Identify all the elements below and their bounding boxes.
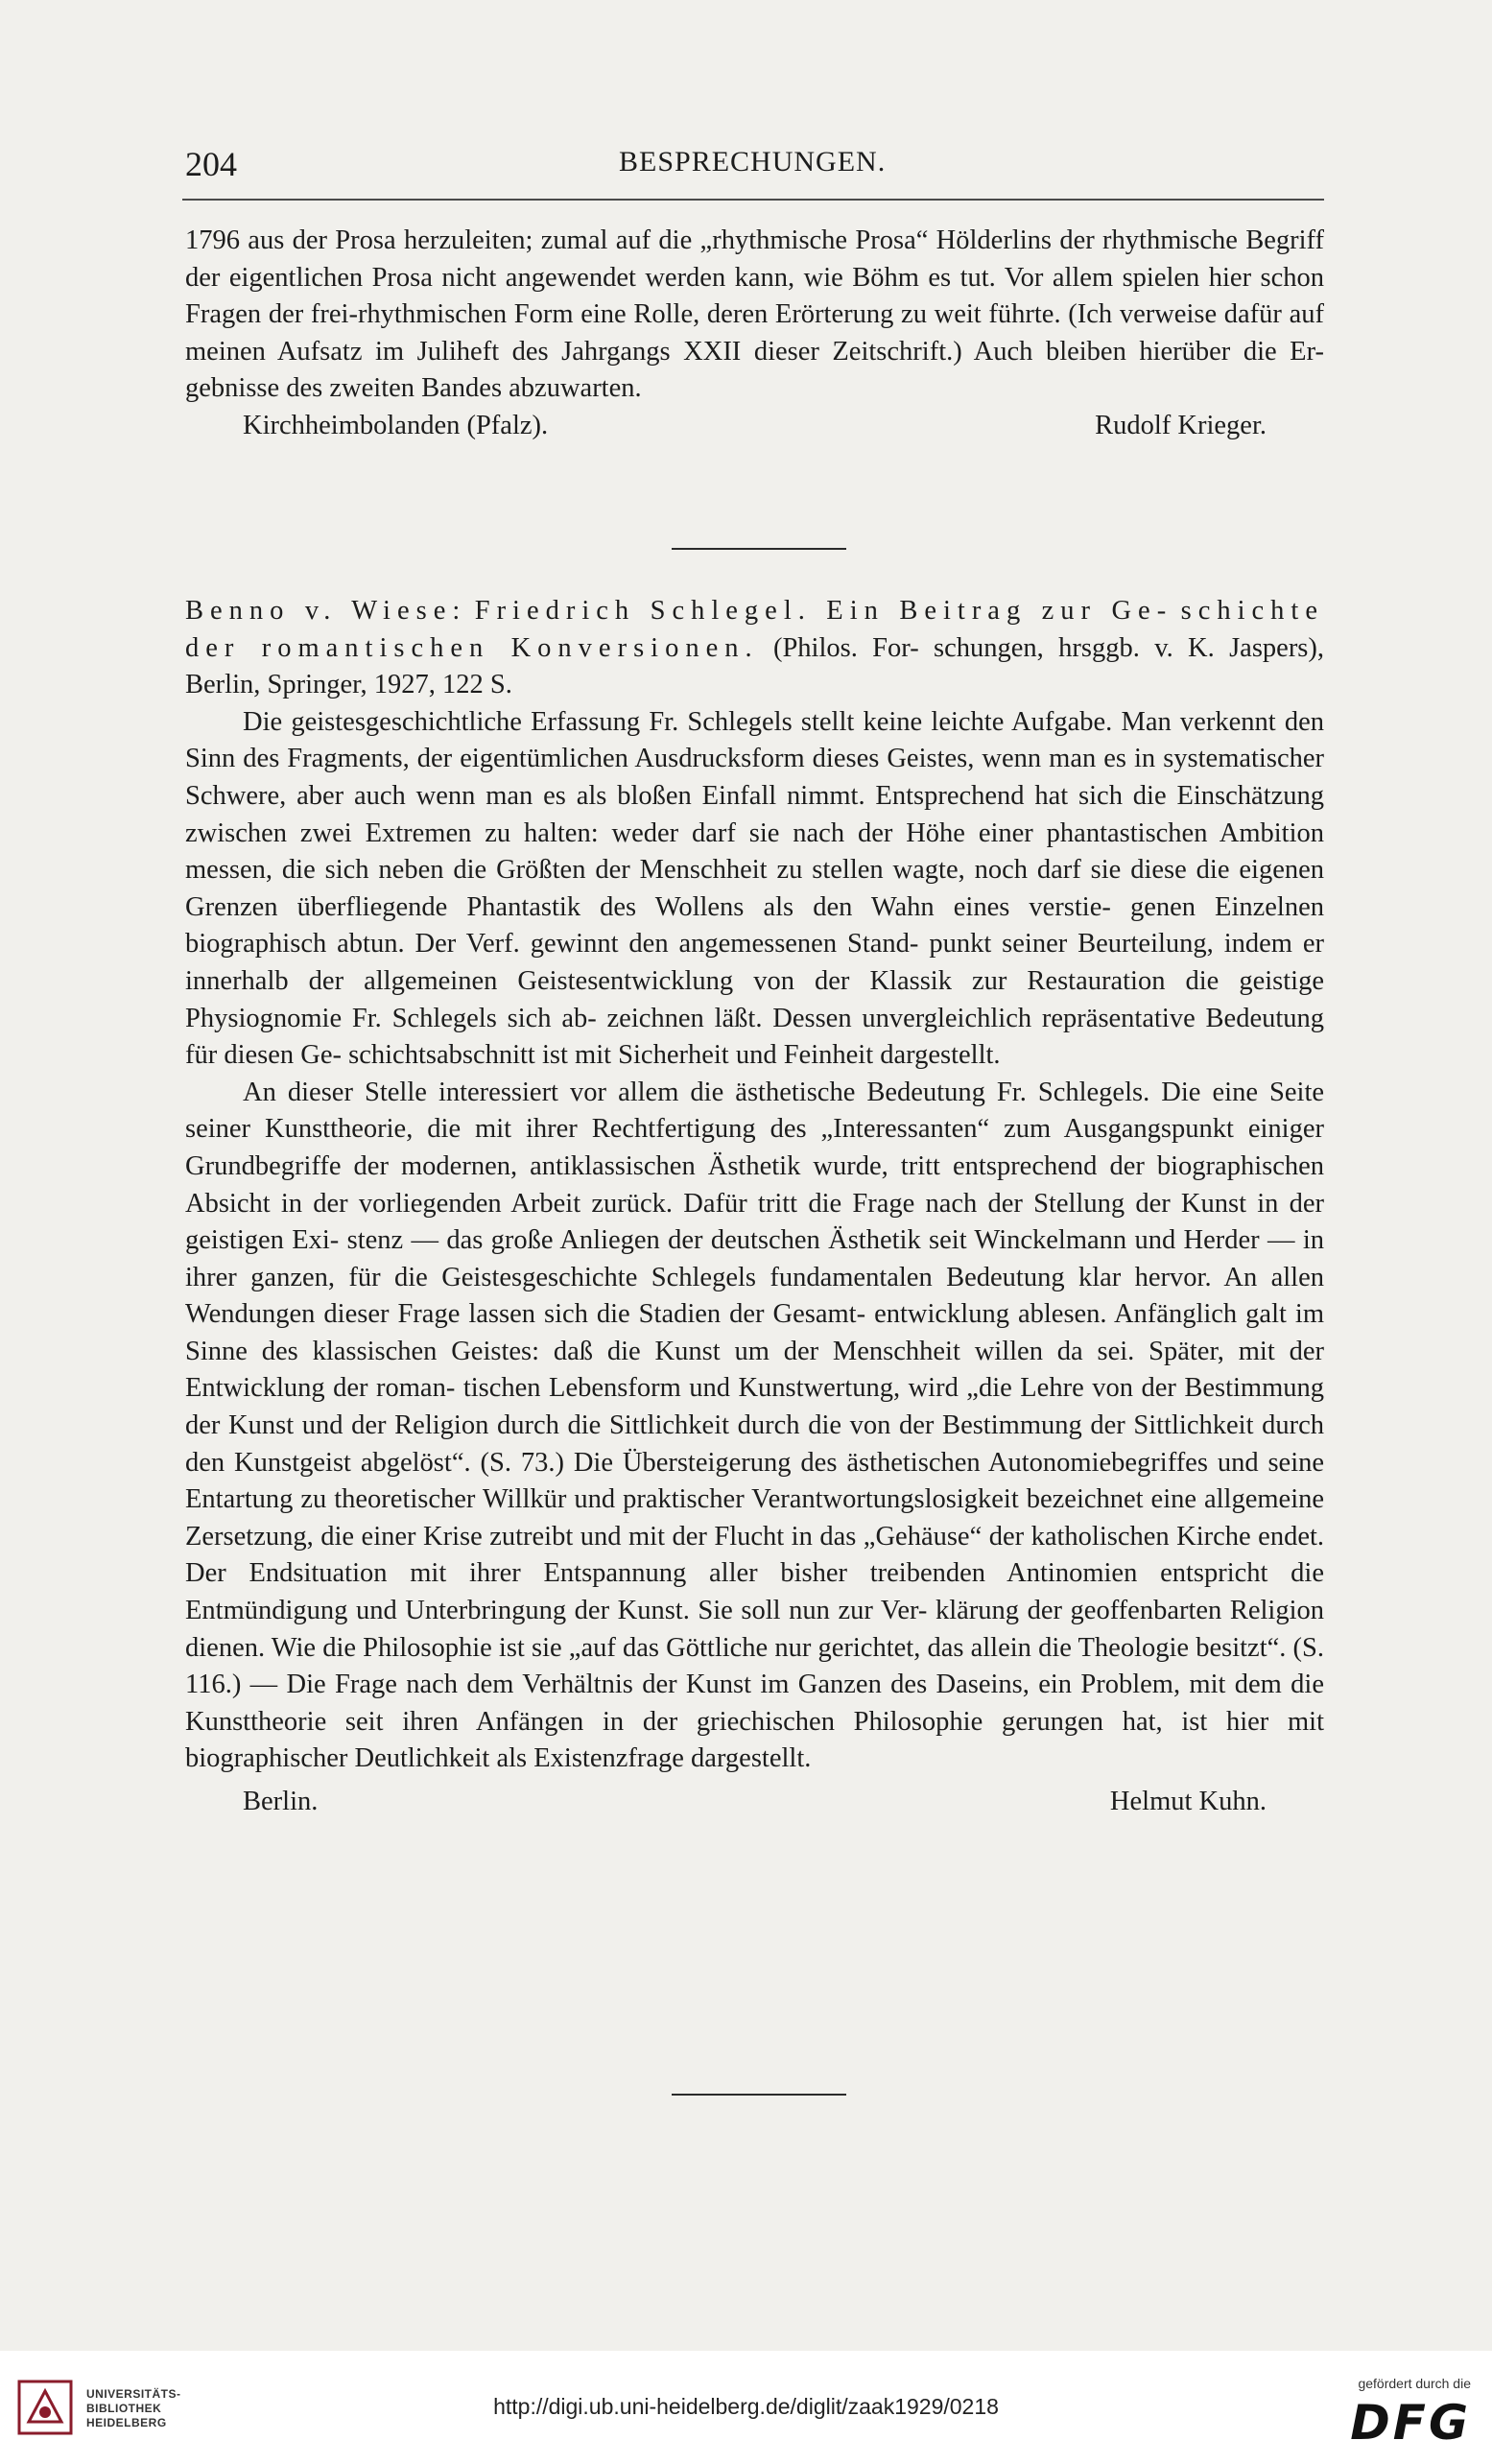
text-line: Sittlichkeit durch den Kunstgeist abgelöst“. (S. 73.) Die Übersteigerung des: [185, 1410, 1325, 1478]
text-line: Böhm es tut. Vor allem spielen hier schon Fragen der frei-rhythmischen Form: [185, 262, 1325, 330]
text-line: klärung der geoffenbarten Religion dienen. Wie die Philosophie ist sie „auf das: [185, 1596, 1325, 1663]
text-line: tischen Lebensform und Kunstwertung, wird „die Lehre von der Bestimmung der: [185, 1373, 1324, 1441]
text-line: gebnisse des zweiten Bandes abzuwarten.: [185, 373, 642, 404]
text-line: punkt seiner Beurteilung, indem er innerhalb der allgemeinen Geistesentwicklung: [185, 929, 1324, 996]
text-line: zeichnen läßt. Dessen unvergleichlich repräsentative Bedeutung für diesen Ge-: [185, 1003, 1325, 1071]
citation-publication: schungen, hrsggb. v. K. Jaspers), Berlin, Springer, 1927, 122 S.: [185, 632, 1325, 700]
funder-note: gefördert durch die: [1358, 2376, 1471, 2391]
text-line: Die eine Seite seiner Kunsttheorie, die mit ihrer Rechtfertigung des „Interessanten“: [185, 1077, 1325, 1145]
text-line: wurde, tritt entsprechend der biographischen Absicht in der vorliegenden Arbeit: [185, 1150, 1325, 1219]
text-line: von der Klassik zur Restauration die geistige Physiognomie Fr. Schlegels sich ab-: [185, 965, 1324, 1033]
signature-author: Helmut Kuhn.: [1109, 1787, 1267, 1816]
text-line: rhythmische Begriff der eigentlichen Prosa nicht angewendet werden kann, wie: [185, 225, 1325, 293]
text-line: klar hervor. An allen Wendungen dieser Frage lassen sich die Stadien der Gesamt-: [185, 1262, 1325, 1330]
text-line: im Juliheft des Jahrgangs XXII dieser Zeitschrift.) Auch bleiben hierüber die Er-: [375, 336, 1324, 367]
text-line: hier mit biographischer Deutlichkeit als Existenzfrage dargestellt.: [185, 1706, 1324, 1774]
text-line: praktischer Verantwortungslosigkeit bezeichnet eine allgemeine Zersetzung, die: [185, 1484, 1325, 1552]
text-line: An dieser Stelle interessiert vor allem die ästhetische Bedeutung Fr. Schlegels.: [243, 1077, 1150, 1107]
text-line: Göttliche nur gerichtet, das allein die Theologie besitzt“. (S. 116.) — Die Frage: [185, 1632, 1325, 1700]
text-line: zu halten: weder darf sie nach der Höhe einer phantastischen Ambition messen, die: [185, 817, 1325, 886]
citation: [185, 593, 1324, 704]
text-line: schichtsabschnitt ist mit Sicherheit und Feinheit dargestellt.: [348, 1040, 1001, 1071]
running-title: BESPRECHUNGEN.: [619, 146, 887, 178]
page-number: 204: [185, 145, 237, 183]
text-line: zurück. Dafür tritt die Frage nach der Stellung der Kunst in der geistigen Exi-: [185, 1188, 1325, 1256]
text-line: Man verkennt den Sinn des Fragments, der eigentümlichen Ausdrucksform dieses: [185, 706, 1325, 774]
text-line: eine Rolle, deren Erörterung zu weit führte. (Ich verweise dafür auf meinen Aufsatz: [185, 299, 1324, 367]
viewer-footer: [0, 2351, 1492, 2464]
text-line: entwicklung ablesen. Anfänglich galt im Sinne des klassischen Geistes: daß die: [185, 1299, 1324, 1366]
text-line: sich neben die Größten der Menschheit zu stellen wagte, noch darf sie diese die: [324, 855, 1230, 886]
signature-place: Kirchheimbolanden (Pfalz).: [243, 410, 549, 440]
text-line: — in ihrer ganzen, für die Geistesgeschichte Schlegels fundamentalen Bedeutung: [185, 1225, 1325, 1292]
citation-series: (Philos. For-: [772, 632, 919, 663]
text-line: Geistes, wenn man es in systematischer Schwere, aber auch wenn man es als bloßen: [185, 744, 1324, 811]
text-line: Kunsttheorie seit ihren Anfängen in der griechischen Philosophie gerungen hat, ist: [185, 1706, 1208, 1737]
text-line: nach dem Verhältnis der Kunst im Ganzen des Daseins, ein Problem, mit dem die: [406, 1670, 1324, 1700]
dfg-logo: DFG: [1350, 2395, 1471, 2451]
citation-title: Friedrich Schlegel. Ein Beitrag zur Ge-: [474, 596, 1173, 626]
text-line: Einfall nimmt. Entsprechend hat sich die Einschätzung zwischen zwei Extremen: [185, 780, 1325, 848]
review-1-signature: [185, 408, 1324, 444]
library-name-line: BIBLIOTHEK: [86, 2402, 162, 2415]
text-line: endet. Der Endsituation mit ihrer Entspannung aller bisher treibenden Antinomien: [185, 1521, 1325, 1589]
text-line: 1796 aus der Prosa herzuleiten; zumal auf die „rhythmische Prosa“ Hölderlins der: [185, 225, 1095, 255]
citation-author: Benno v. Wiese:: [185, 596, 467, 626]
review-2-paragraph-2: [185, 1075, 1324, 1778]
section-divider: [672, 2094, 846, 2096]
text-line: Kunst und der Religion durch die Sittlichkeit durch die von der Bestimmung der: [228, 1410, 1125, 1441]
review-1-tail: [185, 223, 1324, 444]
text-line: entspricht die Entmündigung und Unterbringung der Kunst. Sie soll nun zur Ver-: [185, 1558, 1324, 1626]
text-line: stenz — das große Anliegen der deutschen Ästhetik seit Winckelmann und Herder: [346, 1225, 1260, 1256]
review-1-paragraph: [185, 223, 1324, 408]
signature-place: Berlin.: [243, 1787, 319, 1816]
citation-title: schichte der romantischen Konversionen.: [185, 596, 1325, 663]
review-2: [185, 593, 1324, 1820]
section-divider: [672, 548, 846, 550]
text-line: ästhetischen Autonomiebegriffes und seine Entartung zu theoretischer Willkür und: [185, 1447, 1325, 1515]
signature-author: Rudolf Krieger.: [1095, 410, 1267, 440]
text-line: Kunst um der Menschheit willen da sei. Später, mit der Entwicklung der roman-: [185, 1336, 1324, 1404]
text-line: zum Ausgangspunkt einiger Grundbegriffe der modernen, antiklassischen Ästhetik: [185, 1114, 1324, 1181]
text-line: genen Einzelnen biographisch abtun. Der Verf. gewinnt den angemessenen Stand-: [185, 891, 1325, 960]
review-2-paragraph-1: [185, 704, 1324, 1075]
library-name-line: UNIVERSITÄTS-: [86, 2387, 181, 2401]
text-line: Die geistesgeschichtliche Erfassung Fr. Schlegels stellt keine leichte Aufgabe.: [243, 706, 1113, 737]
text-line: einer Krise zutreibt und mit der Flucht in das „Gehäuse“ der katholischen Kirche: [361, 1521, 1251, 1552]
permalink[interactable]: http://digi.ub.uni-heidelberg.de/diglit/zaak1929/0218: [493, 2394, 999, 2419]
header-rule: [182, 199, 1324, 201]
review-2-signature: [185, 1784, 1324, 1820]
text-line: eigenen Grenzen überfliegende Phantastik des Wollens als den Wahn eines verstie-: [185, 855, 1325, 922]
library-name-line: HEIDELBERG: [86, 2416, 167, 2429]
